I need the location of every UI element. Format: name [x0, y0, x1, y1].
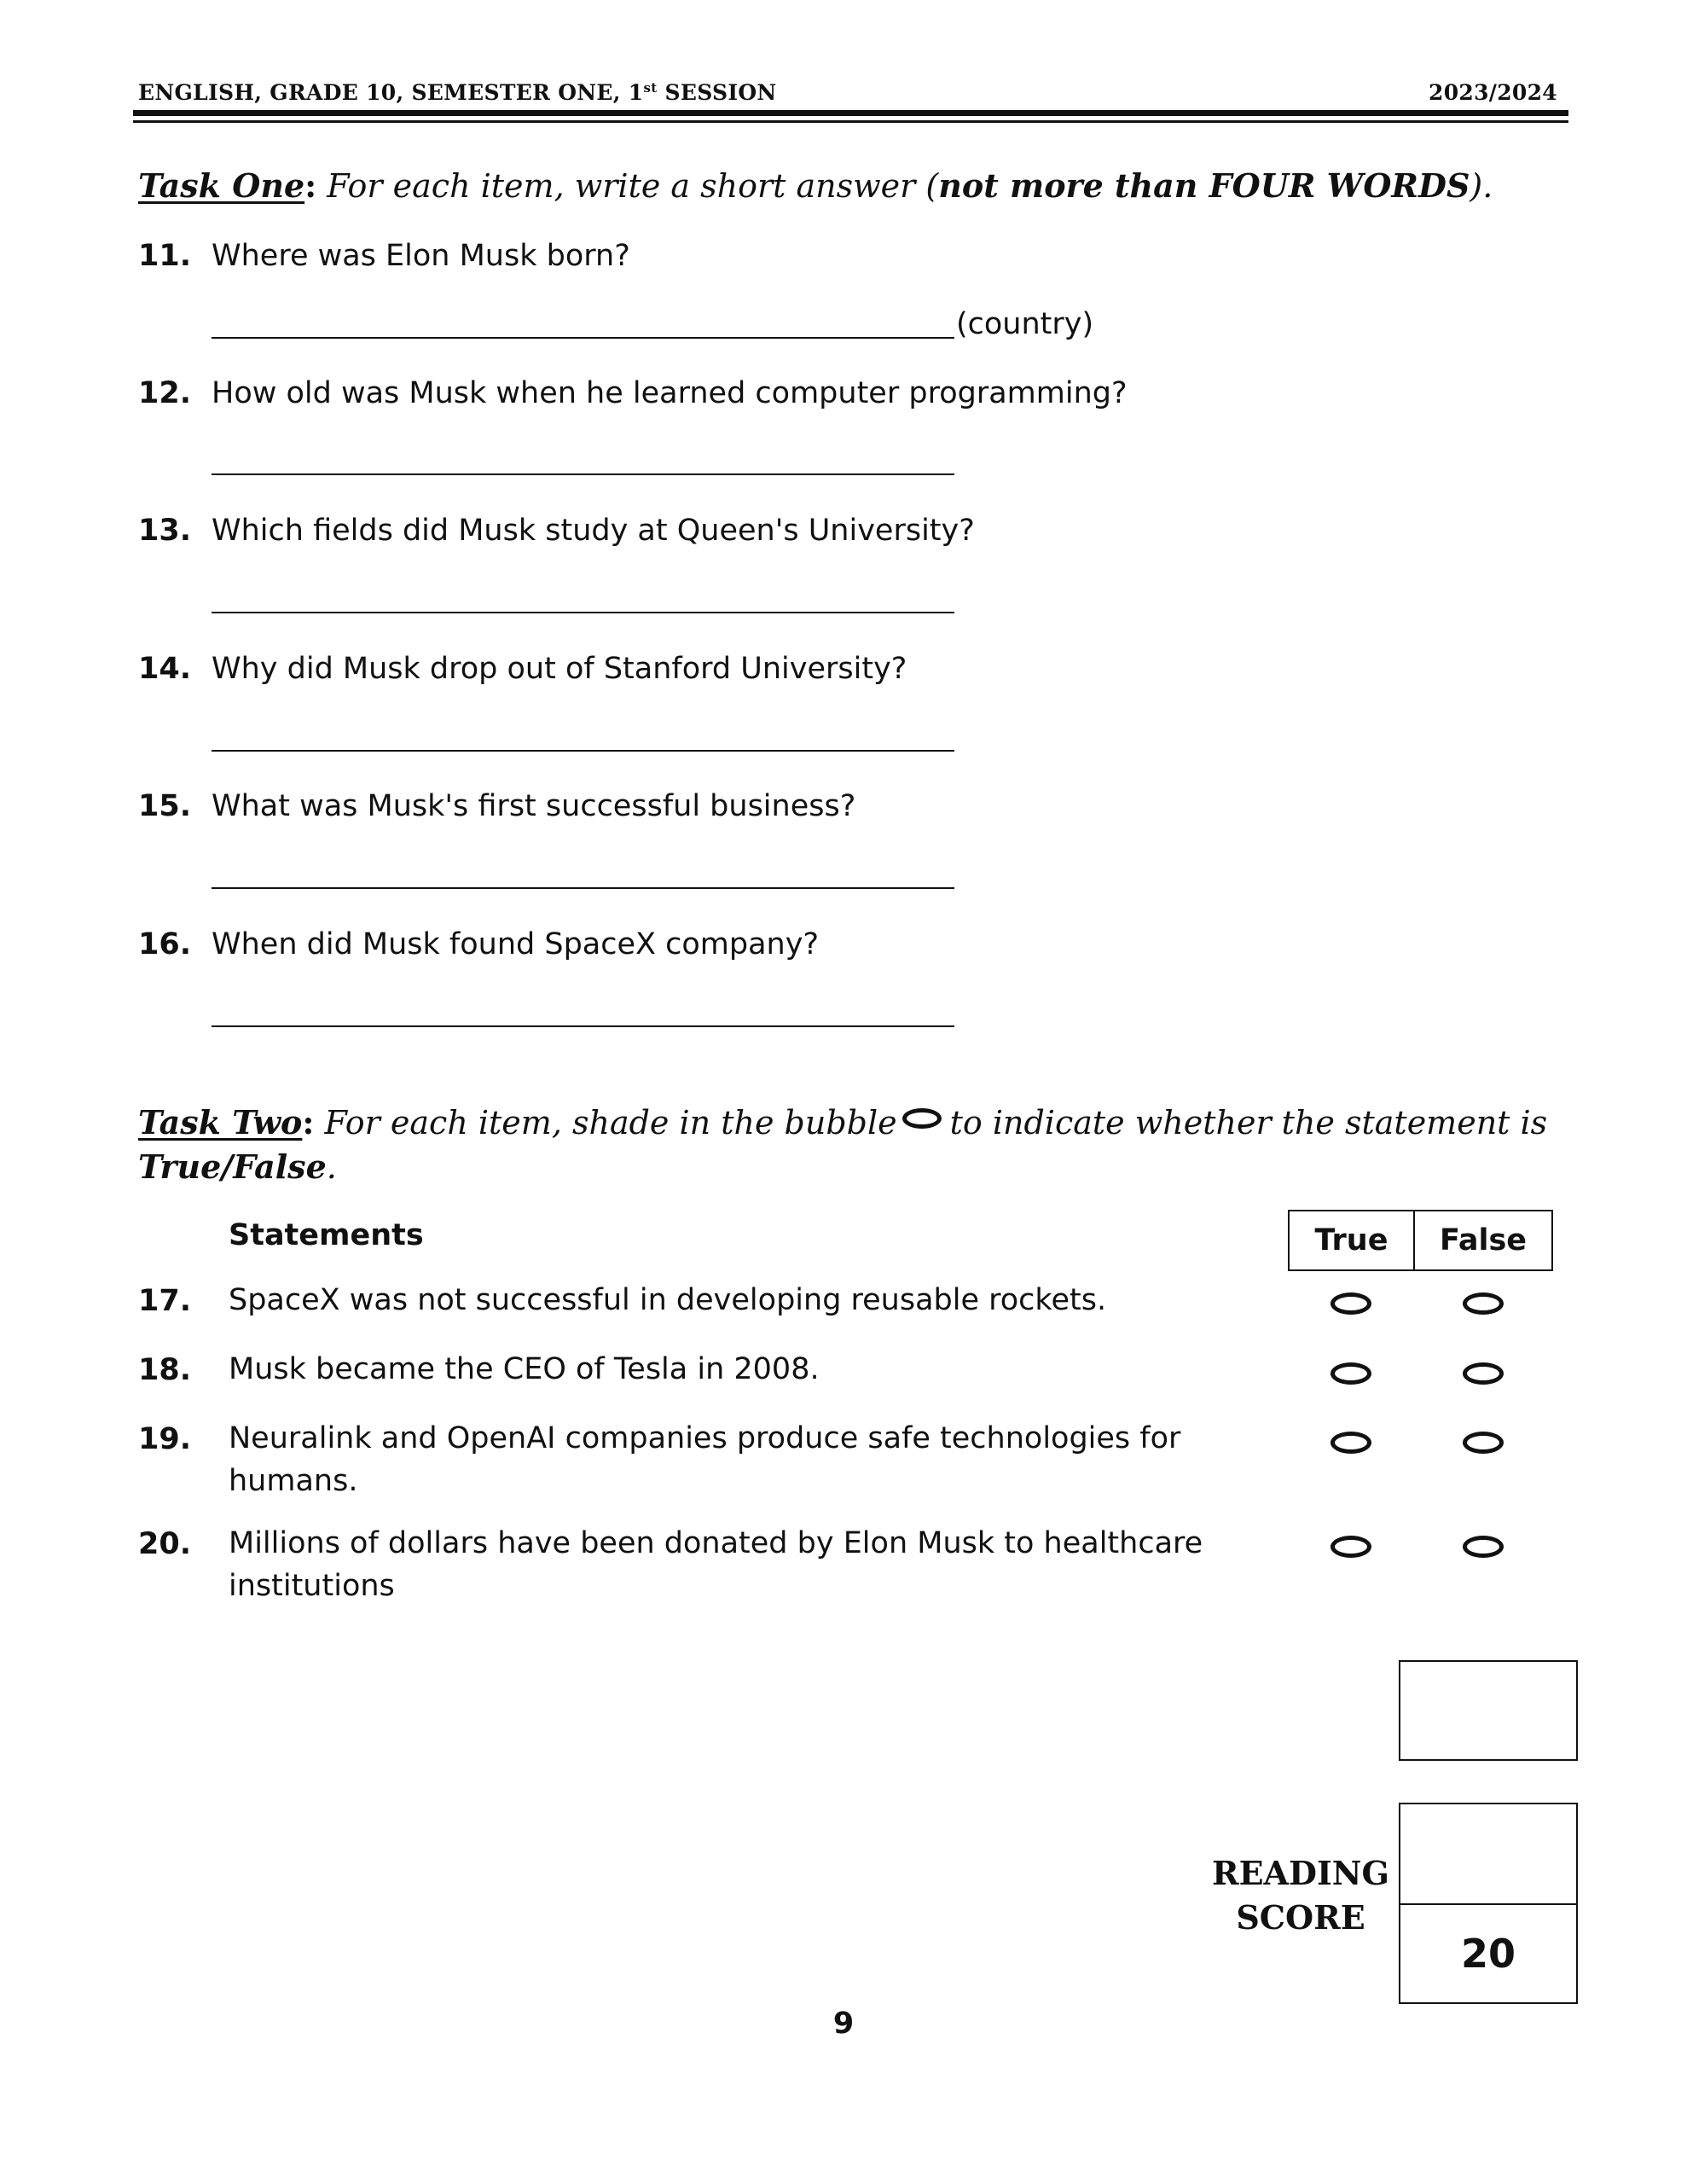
answer-line-11[interactable]	[212, 337, 954, 339]
answer-line-13[interactable]	[212, 612, 954, 613]
question-number: 12.	[138, 376, 192, 410]
question-text: Why did Musk drop out of Stanford University?	[212, 652, 907, 686]
question-number: 16.	[138, 927, 192, 961]
answer-line-14[interactable]	[212, 750, 954, 752]
false-bubble-19[interactable]	[1463, 1432, 1504, 1454]
statement-number: 18.	[138, 1353, 192, 1387]
question-text: What was Musk's first successful business?	[212, 789, 856, 823]
reading-score-label: READING SCORE	[1212, 1854, 1389, 1937]
score-total: 20	[1460, 1931, 1516, 1977]
question-text: Where was Elon Musk born?	[212, 239, 630, 273]
question-number: 11.	[138, 239, 192, 273]
question-number: 14.	[138, 652, 192, 686]
statement-number: 19.	[138, 1422, 192, 1456]
true-bubble-18[interactable]	[1330, 1362, 1371, 1385]
header-rule-thick	[133, 110, 1568, 116]
reading-score-input[interactable]	[1399, 1803, 1578, 1903]
statement-text: Millions of dollars have been donated by Elon Musk to healthcare institutions	[229, 1526, 1203, 1603]
exam-header-year: 2023/2024	[1429, 80, 1557, 105]
question-number: 13.	[138, 514, 192, 548]
statement-text: Musk became the CEO of Tesla in 2008.	[229, 1352, 820, 1386]
false-bubble-17[interactable]	[1463, 1292, 1504, 1315]
question-text: When did Musk found SpaceX company?	[212, 927, 820, 961]
false-bubble-18[interactable]	[1463, 1362, 1504, 1385]
task-two-instruction: Task Two: For each item, shade in the bubble to indicate whether the statement is	[138, 1103, 1548, 1141]
statement-text: SpaceX was not successful in developing reusable rockets.	[229, 1283, 1107, 1317]
header-rule-thin	[133, 120, 1568, 123]
task-one-instruction: Task One: For each item, write a short answer (not more than FOUR WORDS).	[138, 166, 1493, 205]
task-score-box[interactable]	[1399, 1660, 1578, 1761]
true-column-header: True	[1288, 1210, 1415, 1271]
true-bubble-20[interactable]	[1330, 1536, 1371, 1558]
false-column-header: False	[1413, 1210, 1553, 1271]
answer-line-15[interactable]	[212, 887, 954, 889]
question-number: 15.	[138, 789, 192, 823]
answer-line-16[interactable]	[212, 1025, 954, 1027]
answer-line-12[interactable]	[212, 473, 954, 475]
statement-text: Neuralink and OpenAI companies produce safe technologies for humans.	[229, 1421, 1181, 1498]
true-bubble-17[interactable]	[1330, 1292, 1371, 1315]
statement-number: 20.	[138, 1527, 192, 1561]
statement-number: 17.	[138, 1284, 192, 1318]
true-bubble-19[interactable]	[1330, 1432, 1371, 1454]
answer-hint-country: (country)	[956, 307, 1094, 341]
false-bubble-20[interactable]	[1463, 1536, 1504, 1558]
statements-header: Statements	[229, 1218, 424, 1252]
exam-header-title: ENGLISH, GRADE 10, SEMESTER ONE, 1st SESSION	[138, 80, 777, 105]
question-text: Which fields did Musk study at Queen's University?	[212, 514, 975, 548]
bubble-icon	[902, 1108, 942, 1129]
task-two-instruction-line2: True/False.	[138, 1147, 337, 1186]
page-number: 9	[832, 2007, 855, 2041]
question-text: How old was Musk when he learned computer programming?	[212, 376, 1128, 410]
